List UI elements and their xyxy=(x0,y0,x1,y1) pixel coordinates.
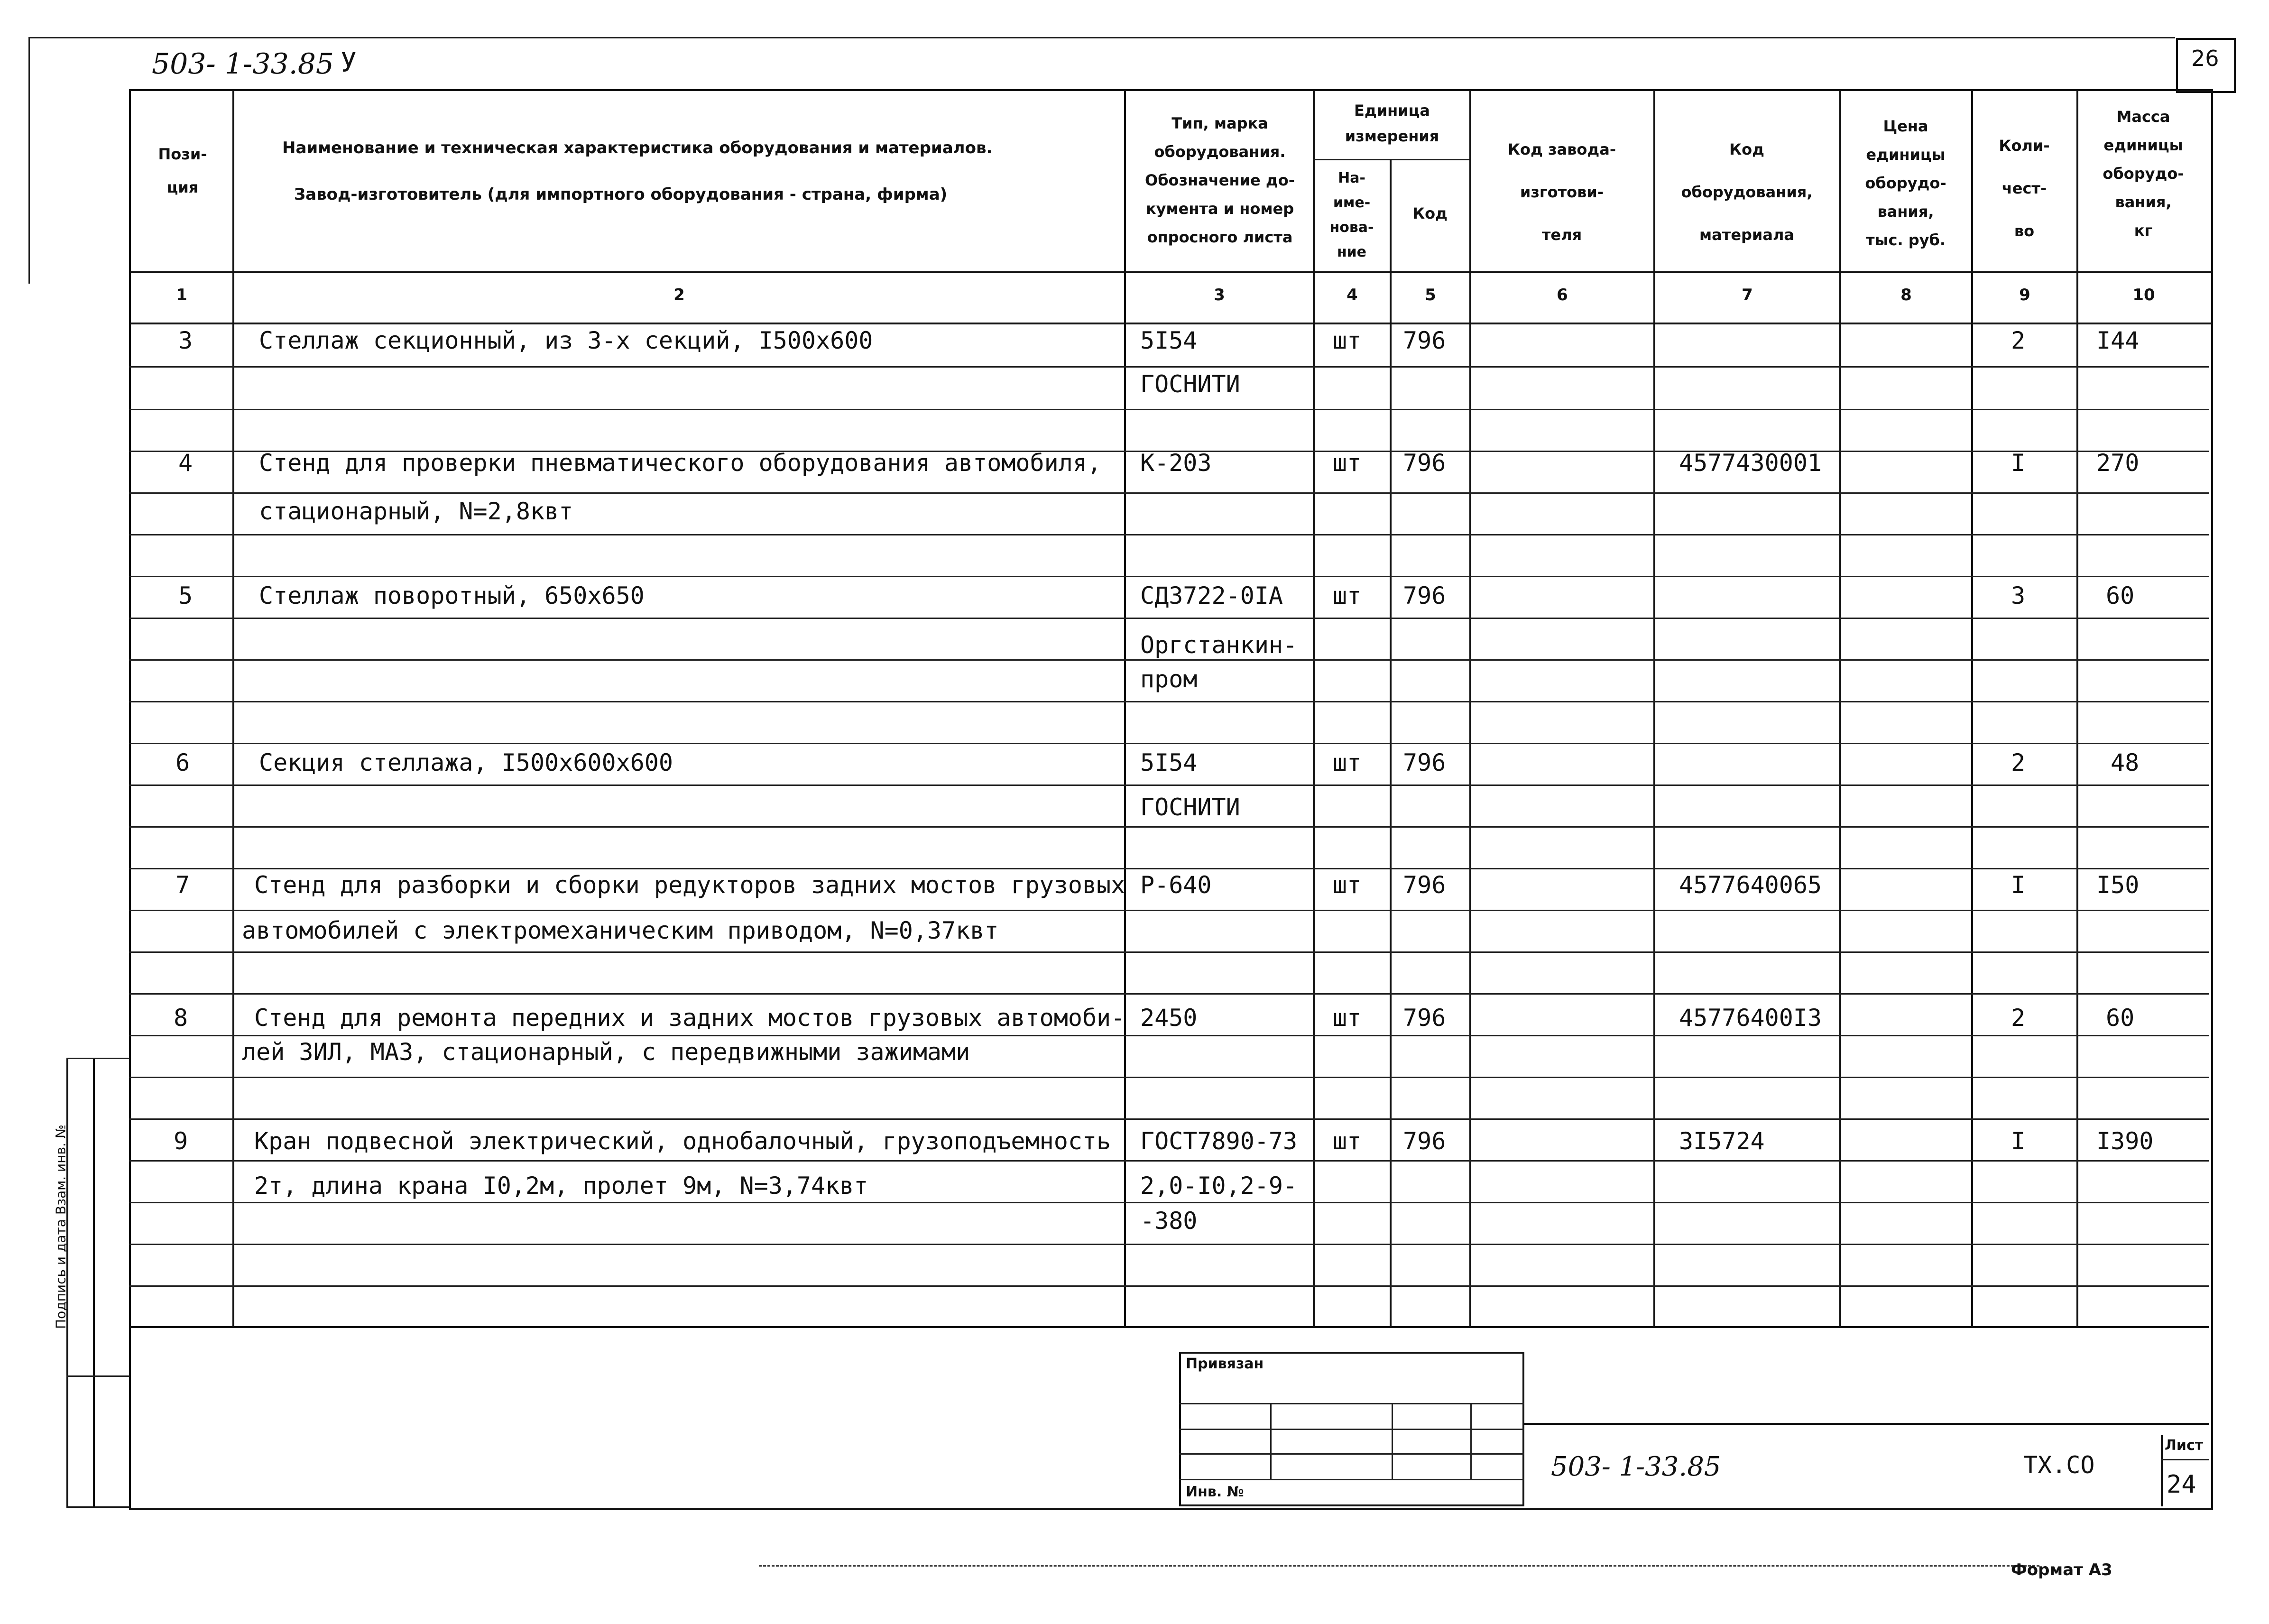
header-bottom-line xyxy=(129,271,2211,273)
header-unit-code: Код xyxy=(1412,204,1448,222)
row-position: 5 xyxy=(178,582,193,609)
row-type-line: -380 xyxy=(1140,1207,1198,1235)
stamp-line xyxy=(1179,1479,1524,1480)
row-equipment-code: 4577430001 xyxy=(1679,449,1822,477)
header-name-line2: Завод-изготовитель (для импортного оборудования - страна, фирма) xyxy=(294,185,948,204)
colnum-8: 8 xyxy=(1900,286,1912,304)
margin-strip-line xyxy=(66,1375,129,1377)
row-line xyxy=(129,868,2209,869)
stamp-inv-no: Инв. № xyxy=(1186,1484,1244,1500)
row-mass: I50 xyxy=(2096,871,2140,899)
row-quantity: 2 xyxy=(2011,1004,2026,1032)
row-line xyxy=(129,1035,2209,1036)
row-line xyxy=(129,1077,2209,1078)
header-price: Цена единицы оборудо- вания, тыс. руб. xyxy=(1865,117,1946,249)
row-line xyxy=(129,1285,2209,1287)
col-sep-3 xyxy=(1313,89,1315,1326)
row-type-line: 5I54 xyxy=(1140,327,1198,354)
header-mass: Масса единицы оборудо- вания, кг xyxy=(2103,108,2184,240)
row-line xyxy=(129,784,2209,786)
row-line xyxy=(129,659,2209,661)
stamp-line xyxy=(1179,1453,1524,1455)
col-sep-2 xyxy=(1124,89,1126,1326)
row-line xyxy=(129,701,2209,702)
row-mass: 60 xyxy=(2106,1004,2135,1032)
stamp-line xyxy=(1179,1403,1524,1404)
row-name-line: Стеллаж секционный, из 3-х секций, I500х600 xyxy=(259,327,873,354)
row-name-line: стационарный, N=2,8квт xyxy=(259,498,573,525)
row-name-line: Стеллаж поворотный, 650х650 xyxy=(259,582,645,609)
row-mass: 48 xyxy=(2111,749,2140,776)
row-unit: шт xyxy=(1333,871,1362,899)
col-sep-7 xyxy=(1839,89,1841,1326)
row-unit-code: 796 xyxy=(1403,749,1446,776)
row-name-line: Стенд для ремонта передних и задних мостов грузовых автомоби- xyxy=(254,1004,1125,1032)
row-type-line: пром xyxy=(1140,665,1198,693)
row-type-line: ГОСТ7890-73 xyxy=(1140,1127,1298,1155)
row-line xyxy=(129,743,2209,744)
colnum-10: 10 xyxy=(2132,286,2155,304)
margin-strip-right xyxy=(93,1058,95,1506)
row-type-line: ГОСНИТИ xyxy=(1140,370,1240,398)
stamp-vline xyxy=(1470,1403,1472,1479)
document-code-suffix: У xyxy=(341,47,357,78)
row-line xyxy=(129,409,2209,410)
row-type-line: ГОСНИТИ xyxy=(1140,794,1240,821)
row-line xyxy=(129,1202,2209,1203)
header-name-line1: Наименование и техническая характеристика оборудования и материалов. xyxy=(282,138,993,157)
colnum-5: 5 xyxy=(1425,286,1436,304)
row-line xyxy=(129,910,2209,911)
row-line xyxy=(129,951,2209,953)
row-equipment-code: 3I5724 xyxy=(1679,1127,1765,1155)
row-line xyxy=(129,826,2209,828)
row-unit-code: 796 xyxy=(1403,582,1446,609)
row-line xyxy=(129,492,2209,494)
header-unit-name: На- име- нова- ние xyxy=(1329,170,1374,260)
row-quantity: 2 xyxy=(2011,327,2026,354)
row-unit: шт xyxy=(1333,1127,1362,1155)
stamp-line xyxy=(1179,1429,1524,1430)
title-block-top xyxy=(1524,1423,2209,1425)
row-type-line: 2450 xyxy=(1140,1004,1198,1032)
header-equipment-code: Код оборудования, материала xyxy=(1681,140,1813,244)
row-type-line: 5I54 xyxy=(1140,749,1198,776)
row-equipment-code: 4577640065 xyxy=(1679,871,1822,899)
frame-left-line xyxy=(28,37,30,284)
row-unit-code: 796 xyxy=(1403,1004,1446,1032)
margin-vertical-text: Подпись и дата Взам. инв. № xyxy=(53,1125,69,1329)
row-unit: шт xyxy=(1333,449,1362,477)
row-unit: шт xyxy=(1333,749,1362,776)
col-sep-6 xyxy=(1653,89,1655,1326)
colnum-2: 2 xyxy=(673,286,685,304)
row-type-line: Оргстанкин- xyxy=(1140,631,1298,659)
unit-group-line xyxy=(1313,159,1469,160)
header-unit-group: Единица измерения xyxy=(1345,102,1439,145)
corner-page-number: 26 xyxy=(2191,46,2219,71)
row-unit-code: 796 xyxy=(1403,327,1446,354)
row-type-line: К-203 xyxy=(1140,449,1212,477)
stamp-sheet-label: Лист xyxy=(2165,1437,2204,1454)
colnum-3: 3 xyxy=(1214,286,1225,304)
document-code-top: 503- 1-33.85 xyxy=(152,47,334,81)
col-sep-8 xyxy=(1971,89,1973,1326)
col-sep-5 xyxy=(1469,89,1471,1326)
colnum-9: 9 xyxy=(2019,286,2030,304)
row-mass: 270 xyxy=(2096,449,2140,477)
row-line xyxy=(129,993,2209,995)
row-type-line: Р-640 xyxy=(1140,871,1212,899)
margin-strip-bottom xyxy=(66,1506,131,1508)
row-position: 3 xyxy=(178,327,193,354)
margin-strip-line xyxy=(66,1058,129,1059)
row-mass: I390 xyxy=(2096,1127,2154,1155)
row-type-line: 2,0-I0,2-9- xyxy=(1140,1172,1298,1200)
stamp-sheet-mark: ТХ.СО xyxy=(2023,1451,2095,1479)
row-line xyxy=(129,618,2209,619)
row-quantity: 2 xyxy=(2011,749,2026,776)
header-position: Пози- ция xyxy=(158,145,207,196)
header-factory-code: Код завода- изготови- теля xyxy=(1507,140,1616,244)
col-sep-1 xyxy=(232,89,234,1326)
row-name-line: лей ЗИЛ, МАЗ, стационарный, с передвижными зажимами xyxy=(242,1038,970,1066)
colnum-4: 4 xyxy=(1347,286,1358,304)
row-line xyxy=(129,1160,2209,1162)
bottom-dashed-line xyxy=(759,1565,2039,1567)
row-position: 7 xyxy=(175,871,190,899)
frame-top-line xyxy=(28,37,2175,38)
colnum-6: 6 xyxy=(1557,286,1568,304)
col-sep-9 xyxy=(2076,89,2078,1326)
row-quantity: I xyxy=(2011,1127,2026,1155)
row-type-line: СДЗ722-0IA xyxy=(1140,582,1283,609)
row-position: 9 xyxy=(174,1127,188,1155)
row-position: 4 xyxy=(178,449,193,477)
row-unit: шт xyxy=(1333,582,1362,609)
sheet-box-left xyxy=(2161,1435,2163,1506)
row-mass: I44 xyxy=(2096,327,2140,354)
row-quantity: I xyxy=(2011,871,2026,899)
stamp-doc-code: 503- 1-33.85 xyxy=(1551,1451,1721,1482)
stamp-vline xyxy=(1270,1403,1272,1479)
row-line xyxy=(129,1244,2209,1245)
stamp-sheet-number: 24 xyxy=(2167,1470,2196,1499)
header-quantity: Коли- чест- во xyxy=(1999,137,2050,240)
row-unit: шт xyxy=(1333,1004,1362,1032)
row-name-line: Стенд для проверки пневматического оборудования автомобиля, xyxy=(259,449,1102,477)
colnum-bottom-line xyxy=(129,323,2211,324)
table-body-bottom xyxy=(129,1326,2209,1328)
row-unit-code: 796 xyxy=(1403,449,1446,477)
row-mass: 60 xyxy=(2106,582,2135,609)
row-equipment-code: 45776400I3 xyxy=(1679,1004,1822,1032)
row-unit-code: 796 xyxy=(1403,1127,1446,1155)
row-line xyxy=(129,1118,2209,1120)
row-line xyxy=(129,534,2209,535)
row-name-line: Кран подвесной электрический, однобалочный, грузоподъемность xyxy=(254,1127,1111,1155)
row-position: 6 xyxy=(175,749,190,776)
stamp-privyazan: Привязан xyxy=(1186,1356,1264,1372)
header-type: Тип, марка оборудования. Обозначение до- кумента и номер опросного листа xyxy=(1145,114,1295,246)
row-line xyxy=(129,366,2209,368)
format-label: Формат А3 xyxy=(2011,1560,2112,1579)
row-unit-code: 796 xyxy=(1403,871,1446,899)
colnum-7: 7 xyxy=(1742,286,1753,304)
row-quantity: 3 xyxy=(2011,582,2026,609)
row-unit: шт xyxy=(1333,327,1362,354)
row-name-line: автомобилей с электромеханическим приводом, N=0,37квт xyxy=(242,917,999,944)
sheet-box-mid xyxy=(2161,1459,2209,1460)
stamp-vline xyxy=(1392,1403,1393,1479)
row-name-line: Секция стеллажа, I500х600х600 xyxy=(259,749,673,776)
row-line xyxy=(129,576,2209,577)
row-name-line: 2т, длина крана I0,2м, пролет 9м, N=3,74квт xyxy=(254,1172,868,1200)
row-quantity: I xyxy=(2011,449,2026,477)
row-position: 8 xyxy=(174,1004,188,1032)
colnum-1: 1 xyxy=(176,286,187,304)
row-name-line: Стенд для разборки и сборки редукторов задних мостов грузовых xyxy=(254,871,1125,899)
